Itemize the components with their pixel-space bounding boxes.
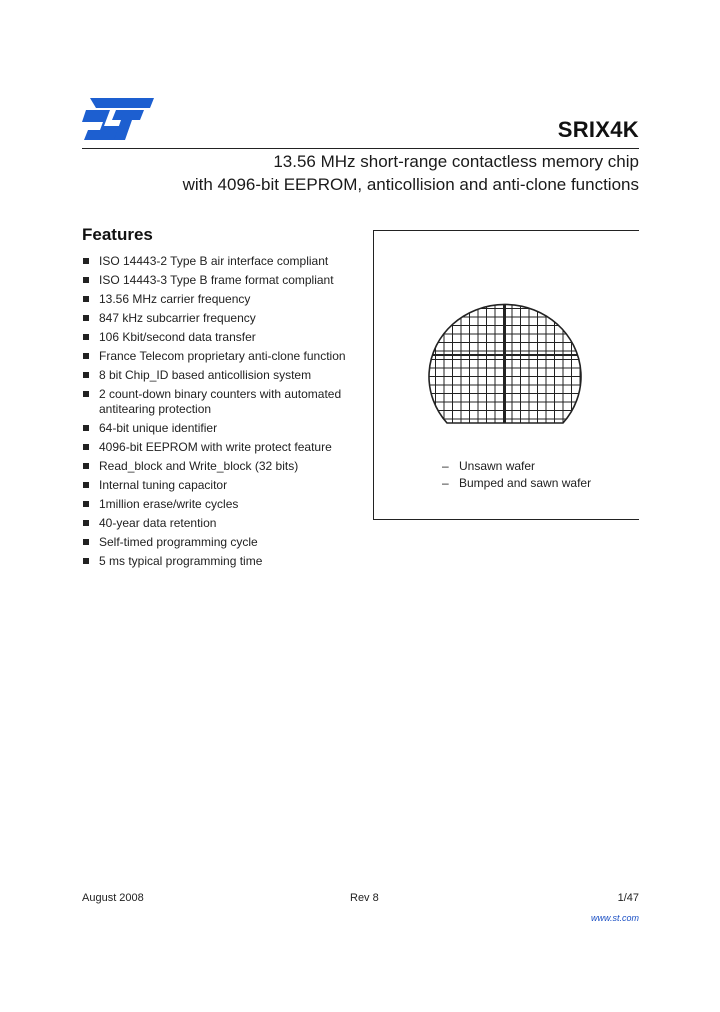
footer-revision: Rev 8: [350, 892, 379, 904]
wafer-image: [427, 283, 583, 431]
feature-item: 2 count-down binary counters with automated antitearing protection: [82, 387, 362, 417]
feature-item: 847 kHz subcarrier frequency: [82, 311, 362, 326]
part-number: SRIX4K: [557, 117, 639, 142]
package-image-box: [373, 230, 639, 520]
footer-website-link[interactable]: www.st.com: [590, 913, 639, 923]
header-divider: [82, 148, 639, 149]
feature-item: 5 ms typical programming time: [82, 554, 362, 569]
features-list: [82, 254, 362, 573]
st-logo: [82, 96, 156, 142]
dash-bullet: –: [442, 459, 449, 473]
package-label: Unsawn wafer: [459, 459, 536, 473]
feature-item: ISO 14443-3 Type B frame format compliant: [82, 273, 362, 288]
feature-item: Internal tuning capacitor: [82, 478, 362, 493]
package-item: [442, 475, 591, 492]
feature-item: 40-year data retention: [82, 516, 362, 531]
footer-page-number: 1/47: [617, 892, 639, 904]
package-list: [442, 458, 591, 492]
features-heading: Features: [82, 225, 153, 244]
dash-bullet: –: [442, 476, 449, 490]
feature-item: 13.56 MHz carrier frequency: [82, 292, 362, 307]
feature-item: 8 bit Chip_ID based anticollision system: [82, 368, 362, 383]
feature-item: 4096-bit EEPROM with write protect feature: [82, 440, 362, 455]
feature-item: ISO 14443-2 Type B air interface compliant: [82, 254, 362, 269]
feature-item: 1million erase/write cycles: [82, 497, 362, 512]
footer-date: August 2008: [82, 892, 144, 904]
document-subtitle: [183, 150, 639, 196]
feature-item: Self-timed programming cycle: [82, 535, 362, 550]
subtitle-line-1: 13.56 MHz short-range contactless memory chip: [273, 152, 639, 171]
feature-item: 106 Kbit/second data transfer: [82, 330, 362, 345]
package-label: Bumped and sawn wafer: [459, 476, 592, 490]
subtitle-line-2: with 4096-bit EEPROM, anticollision and anti-clone functions: [182, 175, 639, 194]
package-item: [442, 458, 591, 475]
feature-item: Read_block and Write_block (32 bits): [82, 459, 362, 474]
feature-item: 64-bit unique identifier: [82, 421, 362, 436]
feature-item: France Telecom proprietary anti-clone function: [82, 349, 362, 364]
